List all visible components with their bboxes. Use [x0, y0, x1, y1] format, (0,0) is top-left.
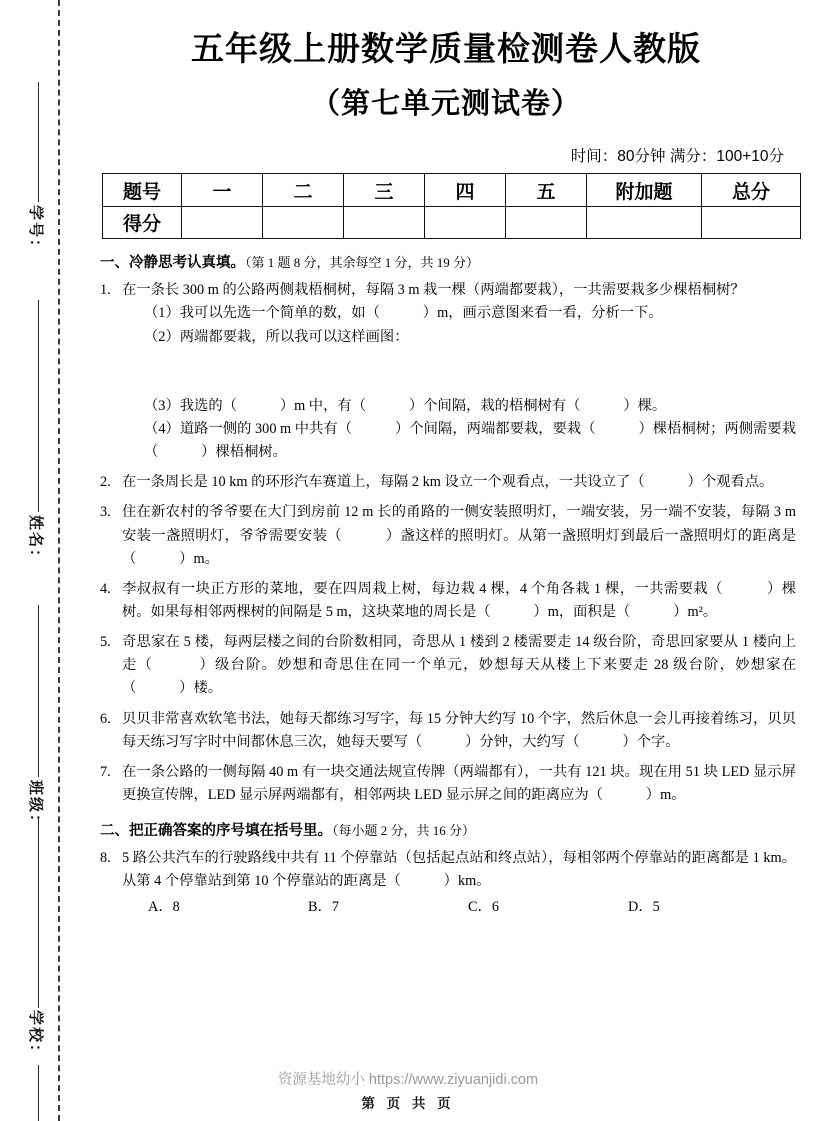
score-table: [102, 173, 801, 239]
table-row-scores: [103, 207, 801, 239]
option-b[interactable]: B．7: [308, 898, 339, 915]
question-2: [100, 471, 796, 494]
score-table-col-2: 二: [263, 174, 344, 207]
score-cell-2[interactable]: [263, 207, 344, 239]
section-2-points: （每小题 2 分，共 16 分）: [332, 823, 476, 839]
score-table-col-5: 五: [506, 174, 587, 207]
page-number: 第 页 共 页: [361, 1096, 455, 1111]
score-cell-4[interactable]: [425, 207, 506, 239]
question-6: [100, 708, 796, 754]
question-number: 4.: [100, 580, 111, 597]
section-1-points: （第 1 题 8 分，其余每空 1 分，共 19 分）: [245, 255, 480, 271]
seal-dashed-line: [58, 0, 60, 1121]
score-cell-total[interactable]: [702, 207, 801, 239]
score-cell-5[interactable]: [506, 207, 587, 239]
question-stem: 在一条公路的一侧每隔 40 m 有一块交通法规宣传牌（两端都有），一共有 121 块。现在用 51 块 LED 显示屏更换宣传牌，LED 显示屏两端都有，相邻两块 LED 显示屏之间的距离应为（ ）m。: [122, 763, 796, 804]
section-heading-1: [100, 251, 796, 272]
question-4: [100, 578, 796, 624]
page-subtitle: （第七单元测试卷）: [310, 88, 581, 121]
sidebar-label-school: 学校：: [27, 1010, 44, 1062]
score-cell-1[interactable]: [182, 207, 263, 239]
question-7: [100, 761, 796, 807]
question-sub-4: （4）道路一侧的 300 m 中共有（ ）个间隔，两端都要栽，要栽（ ）棵梧桐树；两侧需要栽（ ）棵梧桐树。: [144, 420, 796, 461]
sidebar-label-student-id: 学号：: [27, 205, 44, 257]
question-8-options: [148, 896, 796, 919]
watermark: 资源基地幼小 https://www.ziyuanjidi.com: [277, 1072, 539, 1088]
question-sub-2: （2）两端都要栽，所以我可以这样画图：: [144, 328, 409, 345]
question-stem: 贝贝非常喜欢软笔书法，她每天都练习写字，每 15 分钟大约写 10 个字，然后休息一会儿再接着练习，贝贝每天练习写字时中间都休息三次，她每天要写（ ）分钟，大约写（ ）个字。: [122, 710, 796, 750]
question-number: 5.: [100, 634, 111, 651]
page-title: 五年级上册数学质量检测卷人教版: [191, 30, 701, 67]
question-stem: 住在新农村的爷爷要在大门到房前 12 m 长的甬路的一侧安装照明灯，一端安装，另一端不安装，每隔 3 m 安装一盏照明灯，爷爷需要安装（ ）盏这样的照明灯。从第一盏照明灯到最后一盏照明灯的距离是（ ）m。: [122, 504, 796, 567]
score-table-col-1: 一: [182, 174, 263, 207]
section-2-title: 二、把正确答案的序号填在括号里。: [100, 823, 332, 840]
question-number: 3.: [100, 504, 111, 521]
score-table-col-total: 总分: [702, 174, 801, 207]
seal-line-segment: [38, 605, 39, 777]
option-c[interactable]: C．6: [468, 898, 499, 915]
question-number: 6.: [100, 710, 111, 727]
question-stem: 5 路公共汽车的行驶路线中共有 11 个停靠站（包括起点站和终点站），每相邻两个停靠站的距离都是 1 km。从第 4 个停靠站到第 10 个停靠站的距离是（ ）km。: [122, 850, 796, 890]
question-stem: 奇思家在 5 楼，每两层楼之间的台阶数相同，奇思从 1 楼到 2 楼需要走 14 级台阶，奇思回家要从 1 楼向上走（ ）级台阶。妙想和奇思住在同一个单元，妙想每天从楼上下来要走 28 级台阶，妙想家在（ ）楼。: [122, 634, 796, 697]
question-stem: 在一条周长是 10 km 的环形汽车赛道上，每隔 2 km 设立一个观看点，一共设立了（ ）个观看点。: [122, 474, 774, 491]
exam-body: [96, 0, 796, 1121]
seal-line-segment: [38, 300, 39, 512]
question-number: 1.: [100, 282, 111, 299]
question-8: [100, 847, 796, 918]
question-3: [100, 501, 796, 570]
score-table-row-label: 得分: [103, 207, 182, 239]
question-1: [100, 279, 796, 464]
option-a[interactable]: A．8: [148, 898, 180, 915]
table-row-header: [103, 174, 801, 207]
section-1-title: 一、冷静思考认真填。: [100, 255, 245, 272]
score-table-col-4: 四: [425, 174, 506, 207]
score-cell-bonus[interactable]: [587, 207, 702, 239]
question-number: 2.: [100, 474, 111, 491]
question-number: 7.: [100, 763, 111, 780]
question-number: 8.: [100, 850, 111, 867]
question-sub-1: （1）我可以先选一个简单的数，如（ ）m，画示意图来看一看，分析一下。: [144, 305, 663, 322]
question-5: [100, 631, 796, 700]
score-table-row-label: 题号: [103, 174, 182, 207]
question-stem: 在一条长 300 m 的公路两侧栽梧桐树，每隔 3 m 栽一棵（两端都要栽），一共需要栽多少棵梧桐树？: [122, 282, 745, 299]
score-cell-3[interactable]: [344, 207, 425, 239]
score-table-col-3: 三: [344, 174, 425, 207]
option-d[interactable]: D．5: [628, 898, 660, 915]
exam-meta: 时间：80分钟 满分：100+10分: [570, 148, 784, 166]
binding-sidebar: [0, 0, 92, 1121]
drawing-area[interactable]: [122, 349, 796, 395]
sidebar-label-name: 姓名：: [27, 515, 44, 567]
question-stem: 李叔叔有一块正方形的菜地，要在四周栽上树，每边栽 4 棵，4 个角各栽 1 棵，一共需要栽（ ）棵树。如果每相邻两棵树的间隔是 5 m，这块菜地的周长是（ ）m，面积是（ ）m²。: [122, 580, 796, 620]
seal-line-segment: [38, 82, 39, 202]
sidebar-label-class: 班级：: [27, 780, 44, 832]
section-heading-2: [100, 819, 796, 840]
question-sub-3: （3）我选的（ ）m 中，有（ ）个间隔，栽的梧桐树有（ ）棵。: [144, 397, 667, 414]
score-table-col-bonus: 附加题: [587, 174, 702, 207]
